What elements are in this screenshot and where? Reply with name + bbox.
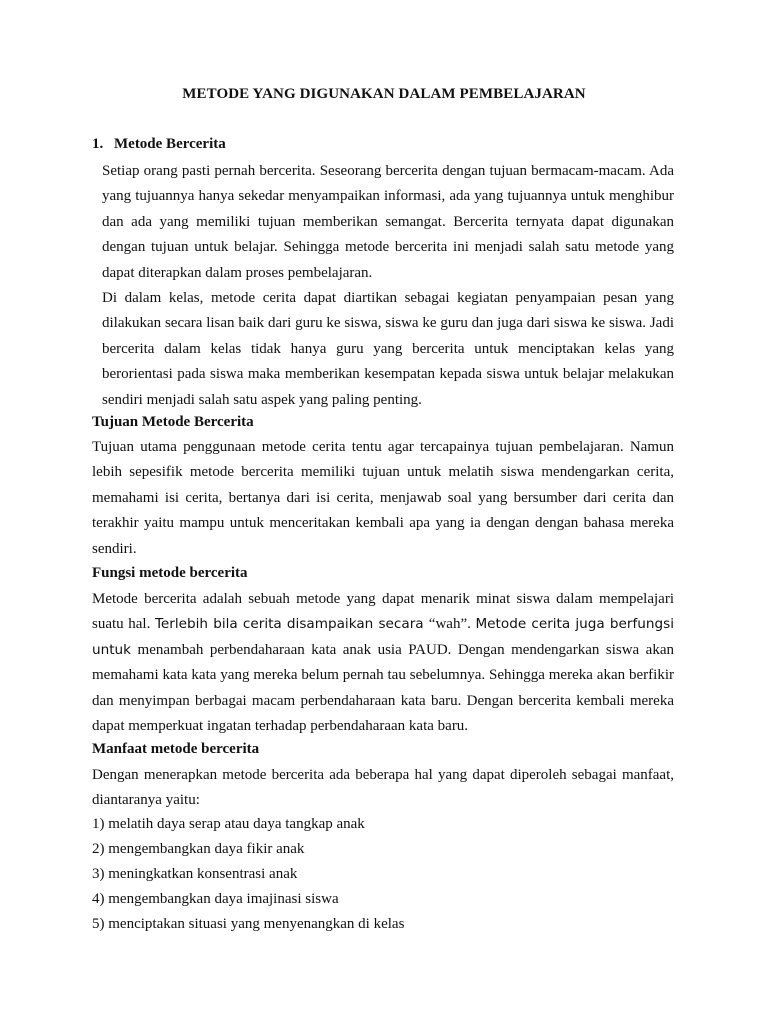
fungsi-text-start: Metode bercerita adalah sebuah metode yang dapat menarik minat siswa dalam mempelajari suatu hal.: [92, 591, 674, 633]
section1-body: [102, 159, 674, 413]
list-item: 3) meningkatkan konsentrasi anak: [92, 866, 298, 882]
list-item: 4) mengembangkan daya imajinasi siswa: [92, 891, 339, 907]
section-heading-metode-bercerita: [92, 136, 226, 153]
list-item: 5) menciptakan situasi yang menyenangkan di kelas: [92, 916, 405, 932]
heading-manfaat: Manfaat metode bercerita: [92, 741, 260, 757]
heading-tujuan: Tujuan Metode Bercerita: [92, 414, 254, 430]
section-number: 1.: [92, 136, 104, 152]
fungsi-text-quote: “wah”.: [428, 616, 476, 633]
list-item: 1) melatih daya serap atau daya tangkap anak: [92, 816, 365, 832]
paragraph-tujuan: Tujuan utama penggunaan metode cerita tentu agar tercapainya tujuan pembelajaran. Namun lebih sepesifik metode bercerita memiliki tujuan untuk melatih siswa mendengarkan cerita, memahami isi cerita, bertanya dari isi cerita, menjawab soal yang bersumber dari cerita dan terakhir yaitu mampu untuk menceritakan kembali apa yang ia dengan dengan bahasa mereka sendiri.: [92, 439, 674, 557]
heading-fungsi: Fungsi metode bercerita: [92, 565, 248, 581]
fungsi-body: [92, 587, 674, 739]
manfaat-intro: [92, 763, 674, 814]
tujuan-body: [92, 435, 674, 562]
fungsi-text-sans-1: Terlebih bila cerita disampaikan secara: [154, 616, 429, 633]
paragraph-manfaat-intro: Dengan menerapkan metode bercerita ada beberapa hal yang dapat diperoleh sebagai manfaat, diantaranya yaitu:: [92, 767, 674, 809]
page-title: METODE YANG DIGUNAKAN DALAM PEMBELAJARAN: [182, 86, 586, 102]
fungsi-text-sans-2: Metode cerita juga berfungsi untuk: [92, 616, 674, 658]
fungsi-text-rest: menambah perbendaharaan kata anak usia PAUD. Dengan mendengarkan siswa akan memahami kata kata yang mereka belum pernah tau sebelumnya. Sehingga mereka akan berfikir dan menyimpan berbagai macam perbendaharaan kata baru. Dengan bercerita kembali mereka dapat memperkuat ingatan terhadap perbendaharaan kata baru.: [92, 641, 674, 735]
paragraph-di-dalam-kelas: Di dalam kelas, metode cerita dapat diartikan sebagai kegiatan penyampaian pesan yang dilakukan secara lisan baik dari guru ke siswa, siswa ke guru dan juga dari siswa ke siswa. Jadi bercerita dalam kelas tidak hanya guru yang bercerita untuk menciptakan kelas yang berorientasi pada siswa maka memberikan kesempatan kepada siswa untuk belajar melakukan sendiri menjadi salah satu aspek yang paling penting.: [102, 290, 674, 408]
section-heading-text: Metode Bercerita: [114, 136, 226, 152]
paragraph-setiap-orang: Setiap orang pasti pernah bercerita. Seseorang bercerita dengan tujuan bermacam-macam. Ada yang tujuannya hanya sekedar menyampaikan informasi, ada yang tujuannya untuk menghibur dan ada yang memiliki tujuan memberikan semangat. Bercerita ternyata dapat digunakan dengan tujuan untuk belajar. Sehingga metode bercerita ini menjadi salah satu metode yang dapat diterapkan dalam proses pembelajaran.: [102, 163, 674, 281]
paragraph-fungsi: [92, 587, 674, 739]
list-item: 2) mengembangkan daya fikir anak: [92, 841, 305, 857]
